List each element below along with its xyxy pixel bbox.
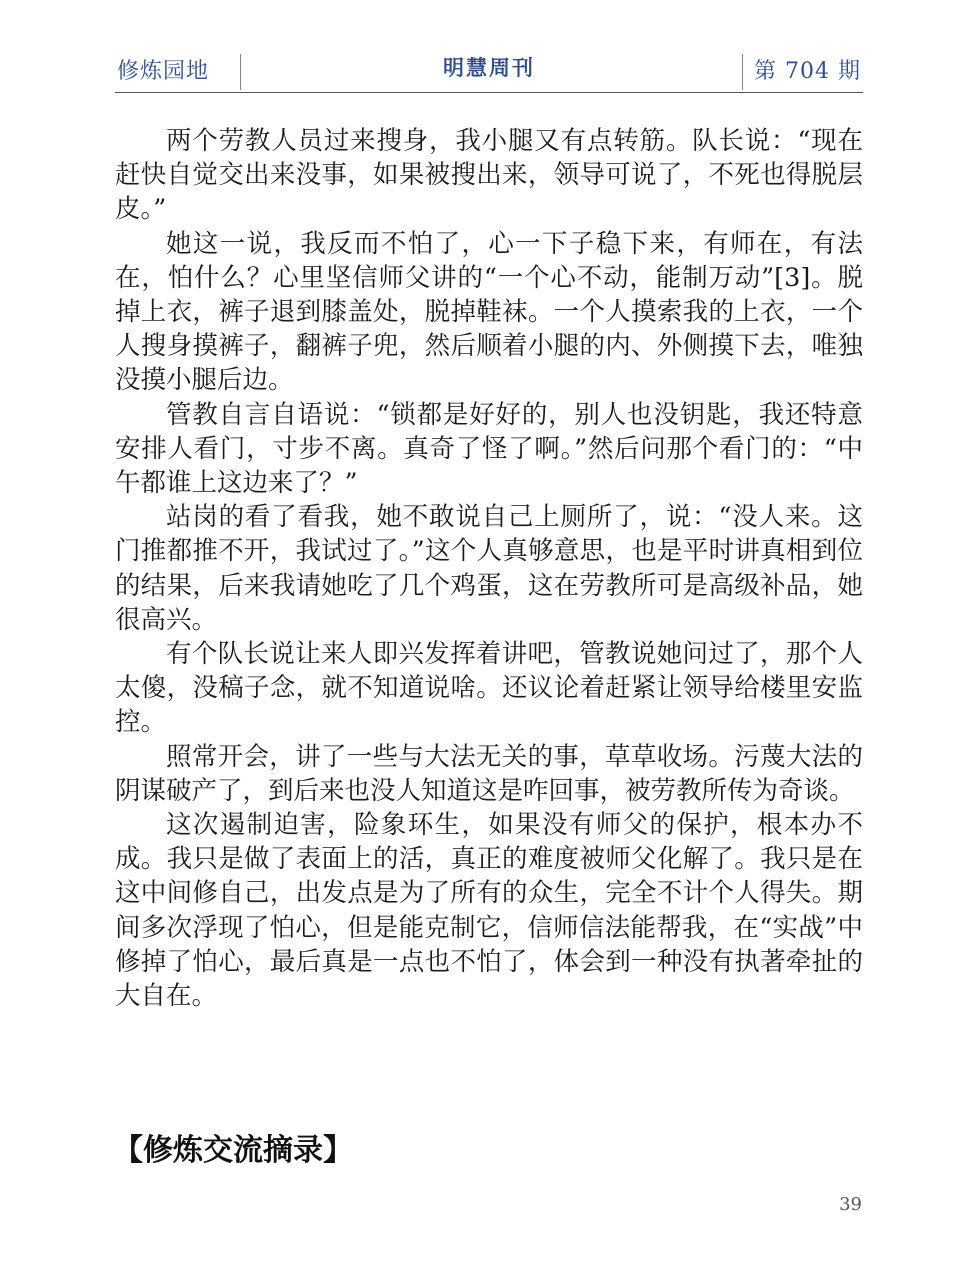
paragraph: 照常开会，讲了一些与大法无关的事，草草收场。污蔑大法的阴谋破产了，到后来也没人知道这是咋回事，被劳教所传为奇谈。 [115,741,863,806]
header-publication-title: 明慧周刊 [443,56,535,80]
paragraph: 两个劳教人员过来搜身，我小腿又有点转筋。队长说：“现在赶快自觉交出来没事，如果被搜出来，领导可说了，不死也得脱层皮。” [115,126,863,225]
paragraph: 这次遏制迫害，险象环生，如果没有师父的保护，根本办不成。我只是做了表面上的活，真正的难度被师父化解了。我只是在这中间修自己，出发点是为了所有的众生，完全不计个人得失。期间多次浮现了怕心，但是能克制它，信师信法能帮我，在“实战”中修掉了怕心，最后真是一点也不怕了，体会到一种没有执著牵扯的大自在。 [115,810,863,1012]
header-section-label: 修炼园地 [117,59,210,84]
header-rule [115,92,863,93]
page-number: 39 [839,1194,862,1215]
header-divider-right [742,54,743,90]
section-heading: 【修炼交流摘录】 [113,1133,353,1168]
header-issue-number: 第 704 期 [754,59,861,84]
page-header [115,50,863,92]
paragraph: 站岗的看了看我，她不敢说自己上厕所了，说：“没人来。这门推都推不开，我试过了。”这个人真够意思，也是平时讲真相到位的结果，后来我请她吃了几个鸡蛋，这在劳教所可是高级补品，她很高兴。 [115,502,863,635]
paragraph: 她这一说，我反而不怕了，心一下子稳下来，有师在，有法在，怕什么？心里坚信师父讲的“一个心不动，能制万动”[3]。脱掉上衣，裤子退到膝盖处，脱掉鞋袜。一个人摸索我的上衣，一个人搜身摸裤子，翻裤子兜，然后顺着小腿的内、外侧摸下去，唯独没摸小腿后边。 [115,228,863,396]
paragraph: 管教自言自语说：“锁都是好好的，别人也没钥匙，我还特意安排人看门，寸步不离。真奇了怪了啊。”然后问那个看门的：“中午都谁上这边来了？” [115,399,863,499]
article-body [115,124,863,1013]
paragraph: 有个队长说让来人即兴发挥着讲吧，管教说她问过了，那个人太傻，没稿子念，就不知道说啥。还议论着赶紧让领导给楼里安监控。 [115,639,863,738]
